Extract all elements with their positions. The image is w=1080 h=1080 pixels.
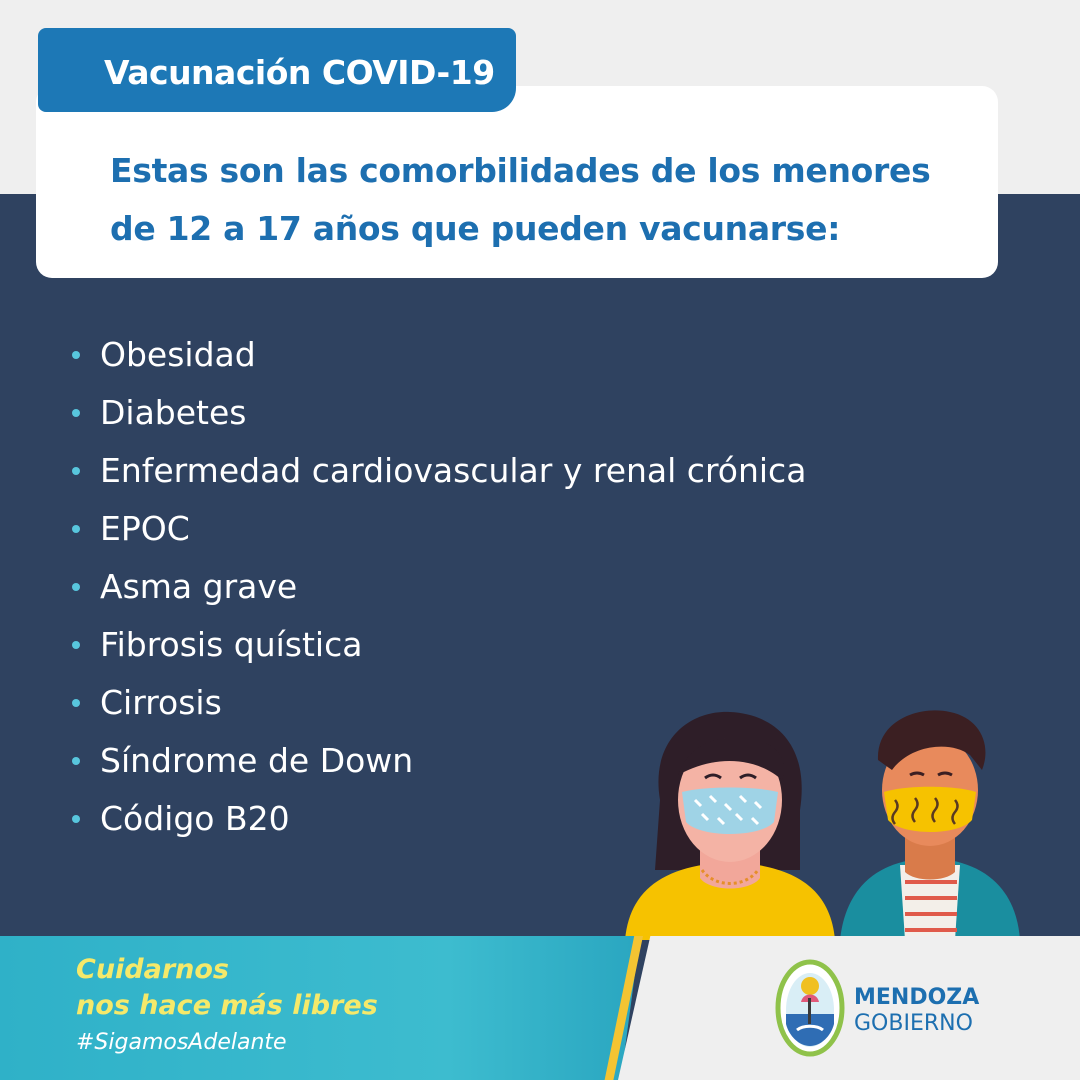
brand-sub: GOBIERNO	[854, 1011, 973, 1036]
list-item-label: Asma grave	[100, 567, 298, 606]
list-item-label: Obesidad	[100, 335, 256, 374]
bullet-icon	[72, 757, 80, 765]
list-item	[72, 442, 806, 500]
list-item-label: Enfermedad cardiovascular y renal crónica	[100, 451, 807, 490]
masked-teens-illustration	[610, 700, 1050, 940]
list-item-label: Diabetes	[100, 393, 247, 432]
girl-figure	[625, 712, 835, 940]
bullet-icon	[72, 641, 80, 649]
list-item	[72, 500, 806, 558]
slogan-line-2: nos hace más libres	[76, 990, 378, 1021]
hashtag: #SigamosAdelante	[76, 1030, 287, 1055]
bullet-icon	[72, 409, 80, 417]
list-item	[72, 384, 806, 442]
list-item	[72, 558, 806, 616]
footer-brand-panel	[618, 936, 1080, 1080]
bullet-icon	[72, 699, 80, 707]
bullet-icon	[72, 351, 80, 359]
slogan	[76, 952, 378, 1024]
list-item-label: Código B20	[100, 799, 290, 838]
bullet-icon	[72, 815, 80, 823]
list-item-label: Fibrosis quística	[100, 625, 363, 664]
list-item-label: Cirrosis	[100, 683, 222, 722]
brand-wordmark	[854, 985, 979, 1037]
headline-line-2: de 12 a 17 años que pueden vacunarse:	[110, 209, 841, 248]
list-item-label: EPOC	[100, 509, 190, 548]
campaign-tag: Vacunación COVID-19	[38, 28, 516, 112]
bullet-icon	[72, 467, 80, 475]
headline	[110, 142, 958, 258]
headline-card	[36, 86, 998, 278]
list-item-label: Síndrome de Down	[100, 741, 414, 780]
headline-line-1: Estas son las comorbilidades de los menores	[110, 151, 931, 190]
boy-figure	[840, 710, 1020, 940]
slogan-line-1: Cuidarnos	[76, 954, 229, 985]
brand-main: MENDOZA	[854, 985, 980, 1010]
list-item	[72, 616, 806, 674]
mendoza-shield-icon	[775, 958, 845, 1058]
bullet-icon	[72, 525, 80, 533]
bullet-icon	[72, 583, 80, 591]
list-item	[72, 326, 806, 384]
